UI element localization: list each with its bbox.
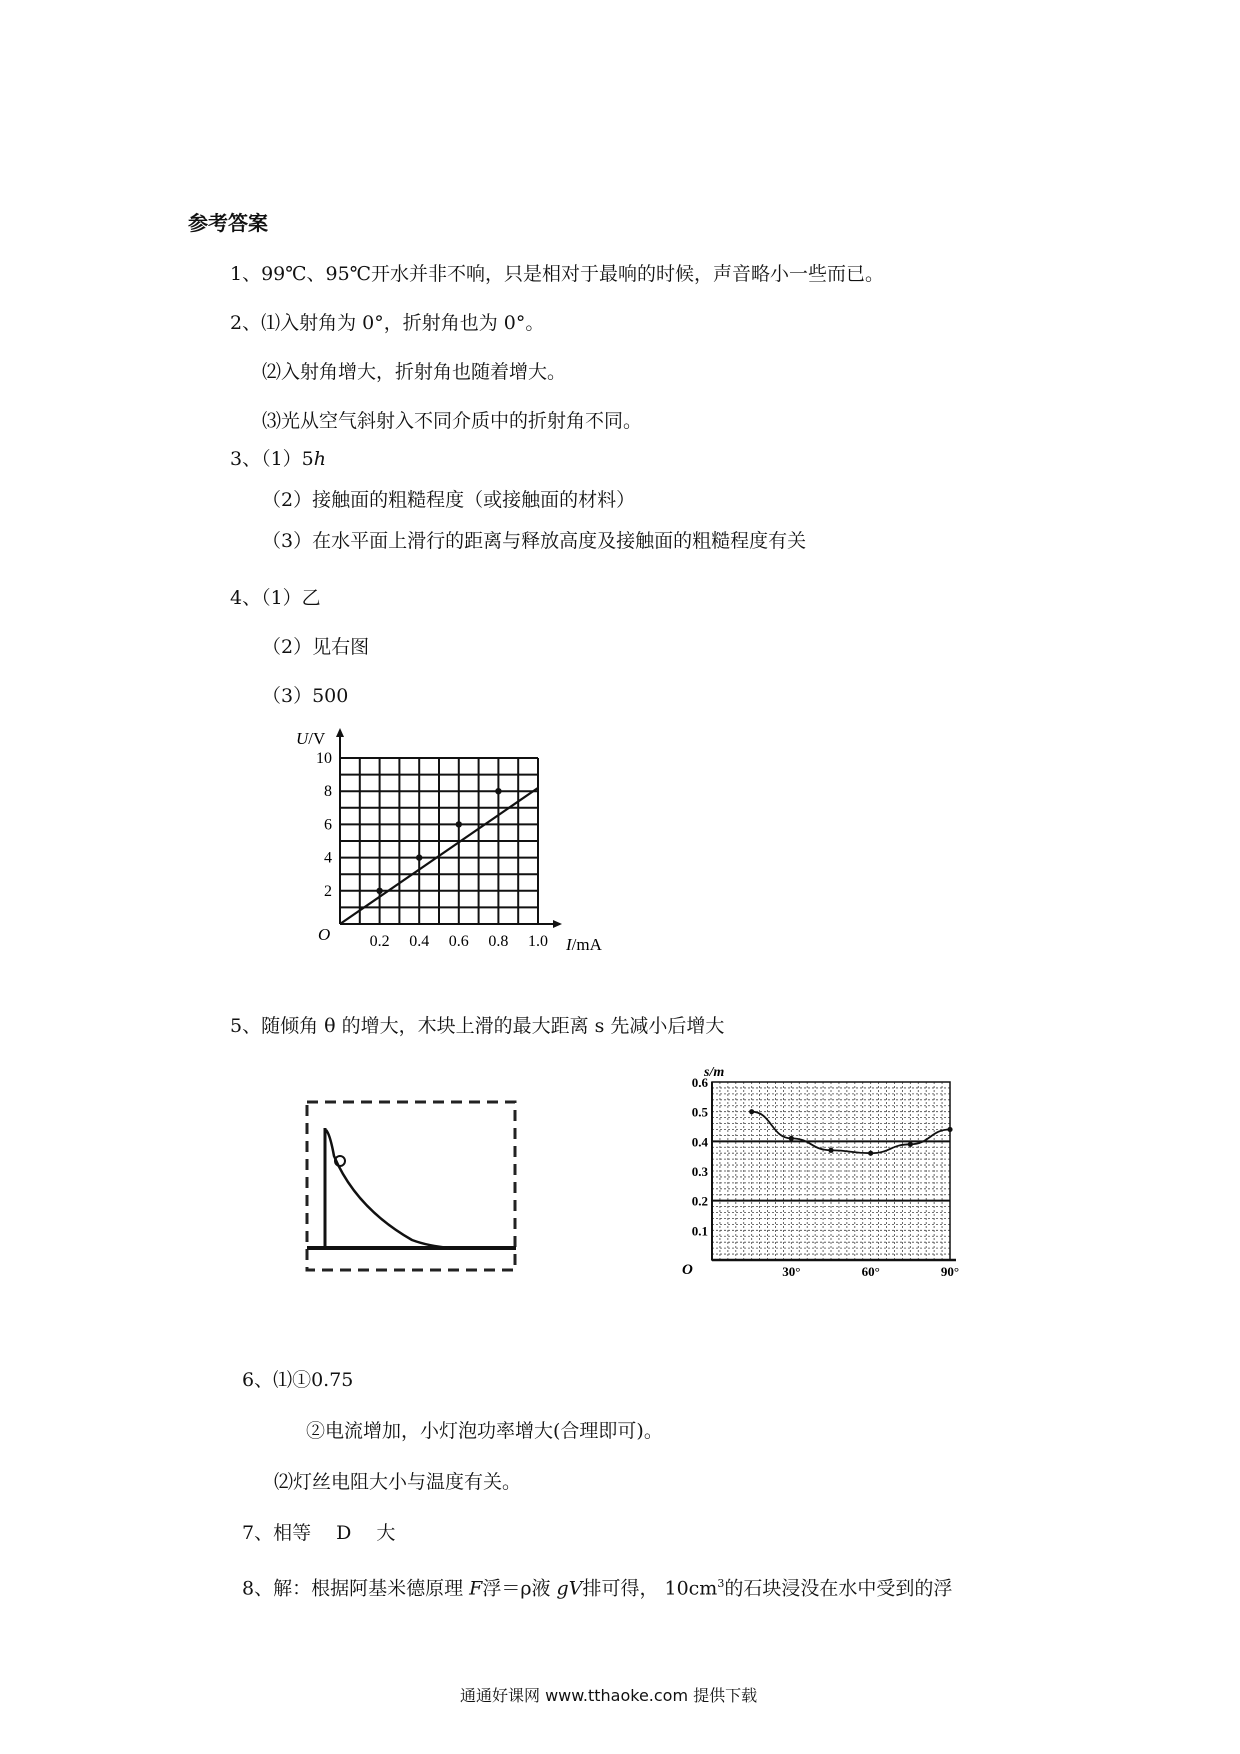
answer-6-2: ②电流增加，小灯泡功率增大(合理即可)。 — [306, 1420, 663, 1442]
u-i-chart — [290, 718, 620, 958]
u-i-xlabel: I/mA — [566, 935, 602, 954]
data-point — [868, 1151, 873, 1156]
decay-curve — [326, 1130, 450, 1248]
answer-4-1: 4、（1）乙 — [230, 587, 321, 609]
answer-3-1-var: h — [313, 448, 327, 470]
answer-7: 7、相等 D 大 — [242, 1522, 396, 1544]
answer-8-g: gV — [556, 1577, 583, 1600]
s-angle-curve — [749, 1109, 953, 1156]
x-tick-label: 1.0 — [528, 933, 548, 950]
data-point — [376, 888, 382, 894]
y-tick-label: 0.6 — [691, 1075, 708, 1090]
data-point — [495, 788, 501, 794]
answer-8-p3: 排可得， 10cm — [582, 1577, 718, 1600]
answer-3-3: （3）在水平面上滑行的距离与释放高度及接触面的粗糙程度有关 — [262, 530, 807, 552]
x-axis-arrow — [553, 920, 562, 928]
data-point — [947, 1127, 952, 1132]
s-angle-ylabel: s/m — [704, 1065, 725, 1080]
y-tick-label: 10 — [316, 750, 332, 767]
answer-3-1 — [230, 447, 326, 471]
answer-2-3: ⑶光从空气斜射入不同介质中的折射角不同。 — [262, 410, 643, 432]
answer-8-p4: 的石块浸没在水中受到的浮 — [724, 1577, 953, 1600]
answer-4-3: （3）500 — [262, 685, 349, 707]
s-angle-y-ticks — [692, 1075, 709, 1238]
answer-3-1-text: 3、（1）5 — [230, 448, 314, 470]
data-point — [828, 1148, 833, 1153]
x-tick-label: 0.6 — [448, 933, 469, 950]
answer-4-2: （2）见右图 — [262, 636, 370, 658]
answer-5: 5、随倾角 θ 的增大，木块上滑的最大距离 s 先减小后增大 — [230, 1015, 725, 1037]
data-point — [749, 1109, 754, 1114]
y-tick-label: 0.1 — [691, 1223, 708, 1239]
x-tick-label: 0.4 — [409, 933, 430, 950]
s-angle-grid — [712, 1082, 950, 1260]
u-i-grid — [340, 758, 538, 924]
u-i-ylabel: U/V — [296, 729, 326, 748]
x-tick-label: 0.2 — [369, 933, 390, 950]
y-tick-label: 0.3 — [691, 1164, 708, 1179]
answer-8 — [242, 1572, 952, 1600]
answer-8-p1: 8、解：根据阿基米德原理 — [242, 1577, 470, 1600]
answer-8-p2: 浮＝ρ液 — [482, 1577, 557, 1600]
decay-diagram — [300, 1098, 525, 1276]
data-point — [416, 854, 422, 860]
data-point — [456, 821, 462, 827]
y-tick-label: 4 — [324, 849, 332, 867]
y-tick-label: 0.2 — [691, 1193, 708, 1209]
s-angle-origin: O — [682, 1262, 693, 1278]
x-tick-label: 0.8 — [488, 933, 509, 950]
y-tick-label: 8 — [324, 783, 332, 801]
answer-8-f: F — [469, 1577, 483, 1600]
u-i-y-ticks — [316, 750, 332, 900]
answer-1: 1、99℃、95℃开水并非不响，只是相对于最响的时候，声音略小一些而已。 — [230, 263, 884, 285]
answer-2-2: ⑵入射角增大，折射角也随着增大。 — [262, 361, 567, 383]
data-point — [789, 1136, 794, 1141]
x-tick-label: 60° — [861, 1264, 880, 1279]
page-title: 参考答案 — [188, 211, 268, 235]
y-tick-label: 0.5 — [691, 1104, 708, 1120]
footer: 通通好课网 www.tthaoke.com 提供下载 — [460, 1686, 758, 1705]
dashed-frame — [307, 1102, 515, 1270]
u-i-x-ticks — [370, 933, 548, 950]
y-axis-arrow — [336, 728, 344, 737]
y-tick-label: 0.4 — [691, 1134, 708, 1150]
s-angle-x-ticks — [782, 1264, 959, 1279]
y-tick-label: 2 — [324, 882, 332, 900]
data-point — [908, 1142, 913, 1147]
x-tick-label: 90° — [940, 1264, 960, 1279]
u-i-origin: O — [318, 925, 331, 944]
answer-8-sup: 3 — [717, 1577, 725, 1590]
answer-2-1: 2、⑴入射角为 0°，折射角也为 0°。 — [230, 312, 545, 334]
y-tick-label: 6 — [324, 816, 332, 834]
answer-3-2: （2）接触面的粗糙程度（或接触面的材料） — [262, 489, 636, 511]
x-tick-label: 30° — [782, 1264, 801, 1279]
answer-6-1: 6、⑴①0.75 — [242, 1369, 354, 1391]
answer-6-3: ⑵灯丝电阻大小与温度有关。 — [274, 1471, 522, 1493]
s-angle-chart — [678, 1062, 978, 1284]
